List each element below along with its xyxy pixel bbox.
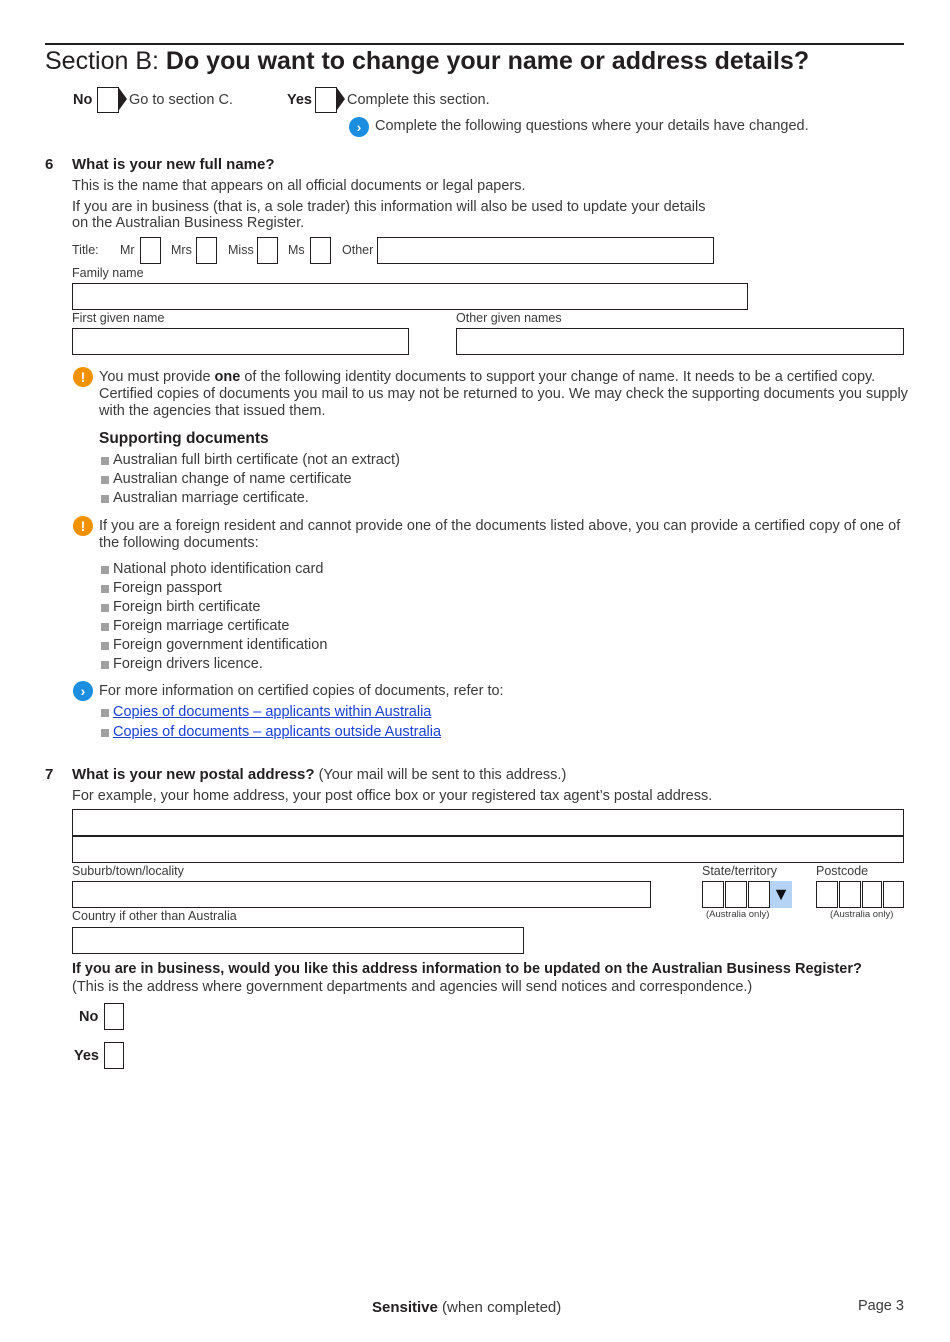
list-item: Foreign birth certificate xyxy=(113,599,261,615)
q7-help: For example, your home address, your post office box or your registered tax agent’s postal address. xyxy=(72,788,713,804)
section-top-rule xyxy=(45,43,904,45)
list-item: Foreign drivers licence. xyxy=(113,656,263,672)
family-name-label: Family name xyxy=(72,266,144,280)
state-australia-only-note: (Australia only) xyxy=(706,909,770,920)
list-item: Foreign marriage certificate xyxy=(113,618,290,634)
warning-2-line-2: the following documents: xyxy=(99,535,259,551)
state-char-box[interactable] xyxy=(702,881,724,908)
abr-question: If you are in business, would you like this address information to be updated on the Australian Business Register? xyxy=(72,961,862,977)
abr-yes-checkbox[interactable] xyxy=(104,1042,124,1069)
chevron-right-info-icon: › xyxy=(349,117,369,137)
info-certified-copies: For more information on certified copies of documents, refer to: xyxy=(99,683,504,699)
question-number: 7 xyxy=(45,766,54,783)
bullet-icon xyxy=(101,709,109,717)
title-other-label: Other xyxy=(342,243,374,257)
other-given-names-input[interactable] xyxy=(456,328,904,355)
q6-help-2: If you are in business (that is, a sole trader) this information will also be used to update your details xyxy=(72,199,706,215)
state-label: State/territory xyxy=(702,864,778,878)
info-note: Complete the following questions where your details have changed. xyxy=(375,118,809,134)
question-7-title: What is your new postal address? (Your mail will be sent to this address.) xyxy=(72,766,567,783)
title-mr-label: Mr xyxy=(120,243,135,257)
postcode-char-box[interactable] xyxy=(839,881,861,908)
arrow-right-icon xyxy=(337,88,345,110)
q6-help-1: This is the name that appears on all official documents or legal papers. xyxy=(72,178,526,194)
first-given-name-label: First given name xyxy=(72,311,165,325)
bullet-icon xyxy=(101,623,109,631)
yes-instruction: Complete this section. xyxy=(347,92,490,108)
bullet-icon xyxy=(101,476,109,484)
page-number: Page 3 xyxy=(858,1298,904,1314)
postcode-label: Postcode xyxy=(816,864,869,878)
bullet-icon xyxy=(101,457,109,465)
suburb-label: Suburb/town/locality xyxy=(72,864,184,878)
list-item: Foreign government identification xyxy=(113,637,328,653)
question-6-title: What is your new full name? xyxy=(72,156,275,173)
state-dropdown-chevron-icon[interactable]: ▼ xyxy=(770,881,792,908)
question-number: 6 xyxy=(45,156,54,173)
country-input[interactable] xyxy=(72,927,524,954)
link-copies-within-australia[interactable]: Copies of documents – applicants within Australia xyxy=(113,704,432,720)
bullet-icon xyxy=(101,661,109,669)
family-name-input[interactable] xyxy=(72,283,748,310)
postcode-australia-only-note: (Australia only) xyxy=(830,909,894,920)
section-title: Section B: Do you want to change your name or address details? xyxy=(45,47,810,75)
title-other-input[interactable] xyxy=(377,237,714,264)
postal-address-line-1-input[interactable] xyxy=(72,809,904,836)
title-ms-label: Ms xyxy=(288,243,305,257)
bullet-icon xyxy=(101,566,109,574)
warning-icon: ! xyxy=(73,367,93,387)
chevron-right-info-icon: › xyxy=(73,681,93,701)
section-yes-checkbox[interactable] xyxy=(315,87,337,113)
list-item: National photo identification card xyxy=(113,561,324,577)
postcode-char-box[interactable] xyxy=(862,881,882,908)
state-char-box[interactable] xyxy=(725,881,747,908)
suburb-input[interactable] xyxy=(72,881,651,908)
title-mrs-checkbox[interactable] xyxy=(196,237,217,264)
no-instruction: Go to section C. xyxy=(129,92,233,108)
warning-2-line-1: If you are a foreign resident and cannot provide one of the documents listed above, you can provide a certified copy of one of xyxy=(99,518,901,534)
warning-1-line-3: with the agencies that issued them. xyxy=(99,403,326,419)
list-item: Australian change of name certificate xyxy=(113,471,352,487)
warning-1-line-1: You must provide one of the following identity documents to support your change of name. It needs to be a certified copy. xyxy=(99,369,876,385)
title-miss-label: Miss xyxy=(228,243,254,257)
list-item: Australian marriage certificate. xyxy=(113,490,309,506)
q6-help-3: on the Australian Business Register. xyxy=(72,215,305,231)
title-miss-checkbox[interactable] xyxy=(257,237,278,264)
list-item: Australian full birth certificate (not an extract) xyxy=(113,452,400,468)
title-label: Title: xyxy=(72,243,99,257)
warning-icon: ! xyxy=(73,516,93,536)
bullet-icon xyxy=(101,642,109,650)
bullet-icon xyxy=(101,604,109,612)
bullet-icon xyxy=(101,495,109,503)
abr-yes-label: Yes xyxy=(74,1048,99,1064)
title-mr-checkbox[interactable] xyxy=(140,237,161,264)
section-yes-label: Yes xyxy=(287,92,312,108)
abr-no-label: No xyxy=(79,1009,99,1025)
list-item: Foreign passport xyxy=(113,580,222,596)
link-copies-outside-australia[interactable]: Copies of documents – applicants outside Australia xyxy=(113,724,442,740)
other-given-names-label: Other given names xyxy=(456,311,562,325)
warning-1-line-2: Certified copies of documents you mail to us may not be returned to you. We may check the supporting documents you supply xyxy=(99,386,908,402)
first-given-name-input[interactable] xyxy=(72,328,409,355)
postcode-char-box[interactable] xyxy=(816,881,838,908)
state-char-box[interactable] xyxy=(748,881,770,908)
country-label: Country if other than Australia xyxy=(72,909,237,923)
postcode-char-box[interactable] xyxy=(883,881,904,908)
arrow-right-icon xyxy=(119,88,127,110)
abr-note: (This is the address where government departments and agencies will send notices and correspondence.) xyxy=(72,979,753,995)
section-no-label: No xyxy=(73,92,93,108)
postal-address-line-2-input[interactable] xyxy=(72,836,904,863)
abr-no-checkbox[interactable] xyxy=(104,1003,124,1030)
bullet-icon xyxy=(101,729,109,737)
supporting-documents-heading: Supporting documents xyxy=(99,430,269,447)
footer-sensitive: Sensitive (when completed) xyxy=(372,1299,562,1316)
title-mrs-label: Mrs xyxy=(171,243,192,257)
section-no-checkbox[interactable] xyxy=(97,87,119,113)
title-ms-checkbox[interactable] xyxy=(310,237,331,264)
bullet-icon xyxy=(101,585,109,593)
